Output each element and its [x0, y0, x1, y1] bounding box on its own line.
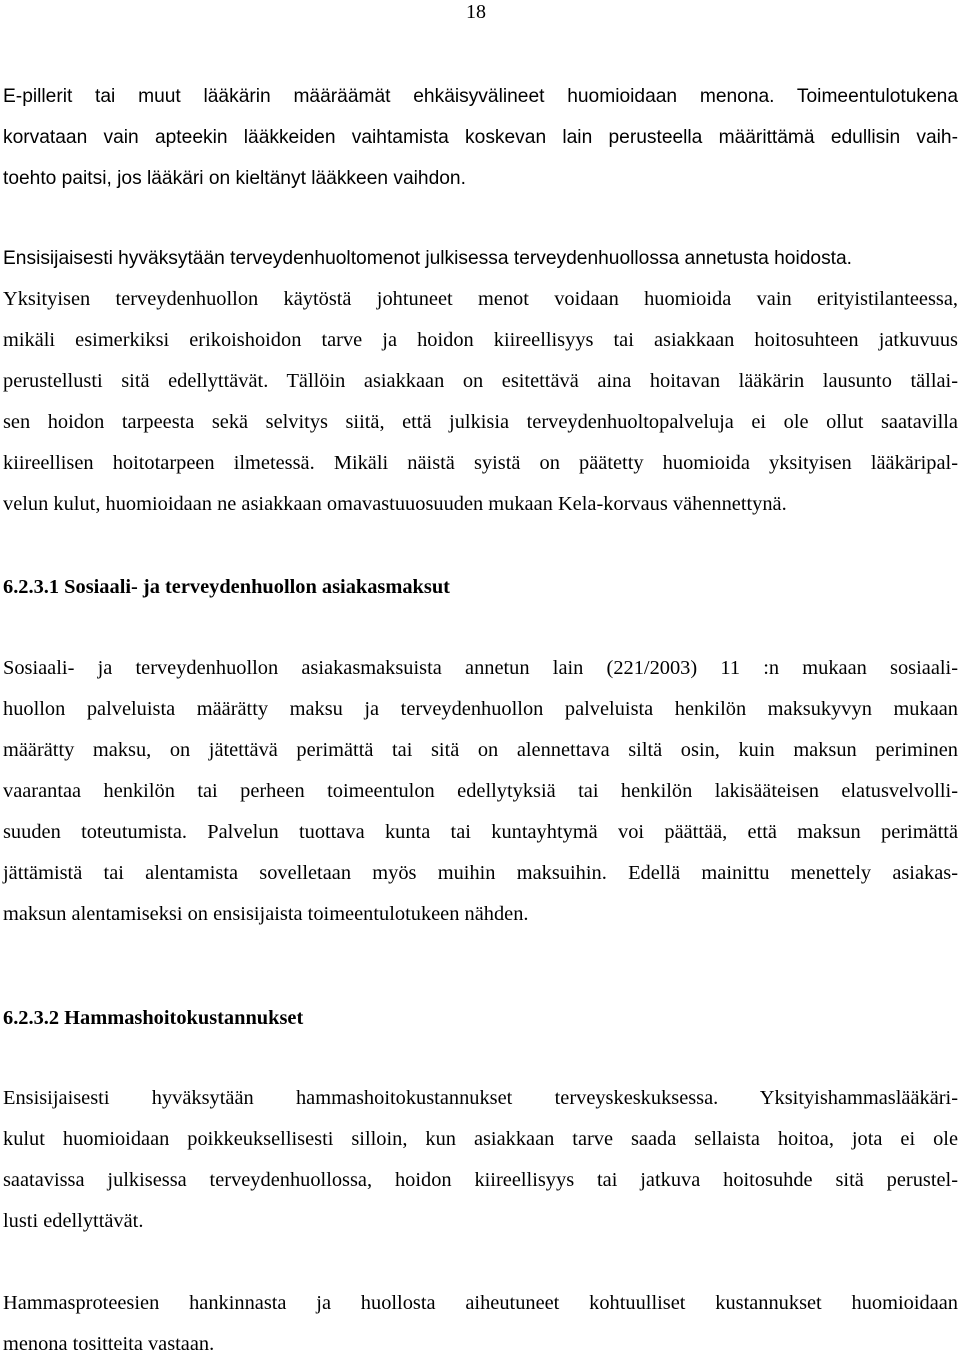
text-line: vaarantaa henkilön tai perheen toimeentulon edellytyksiä tai henkilön lakisääteisen elatusvelvolli-: [3, 780, 958, 802]
section-heading-dental-costs: 6.2.3.2 Hammashoitokustannukset: [3, 1007, 304, 1029]
text-line: Ensisijaisesti hyväksytään terveydenhuoltomenot julkisessa terveydenhuollossa annetusta hoidosta.: [3, 248, 853, 269]
paragraph-public-healthcare: [3, 238, 852, 279]
text-line: jättämistä tai alentamista sovelletaan myös muihin maksuihin. Edellä mainittu menettely asiakas-: [3, 862, 958, 884]
section-heading-client-fees: 6.2.3.1 Sosiaali- ja terveydenhuollon asiakasmaksut: [3, 576, 450, 598]
text-line: Ensisijaisesti hyväksytään hammashoitokustannukset terveyskeskuksessa. Yksityishammaslääkäri-: [3, 1087, 958, 1109]
text-line: lusti edellyttävät.: [3, 1210, 144, 1232]
text-line: Hammasproteesien hankinnasta ja huollosta aiheutuneet kohtuulliset kustannukset huomioidaan: [3, 1292, 958, 1314]
paragraph-contraceptives: [3, 76, 958, 199]
text-line: sen hoidon tarpeesta sekä selvitys siitä, että julkisia terveydenhuoltopalveluja ei ole ollut saatavilla: [3, 411, 958, 433]
text-line: Yksityisen terveydenhuollon käytöstä johtuneet menot voidaan huomioida vain erityistilanteessa,: [3, 288, 958, 310]
text-line: korvataan vain apteekin lääkkeiden vaihtamista koskevan lain perusteella määrittämä edullisin vaih-: [3, 127, 958, 148]
text-line: toehto paitsi, jos lääkäri on kieltänyt lääkkeen vaihdon.: [3, 168, 466, 189]
text-line: saatavissa julkisessa terveydenhuollossa, hoidon kiireellisyys tai jatkuva hoitosuhde sitä perustel-: [3, 1169, 958, 1191]
text-line: määrätty maksu, on jätettävä perimättä tai sitä on alennettava siltä osin, kuin maksun periminen: [3, 739, 958, 761]
text-line: huollon palveluista määrätty maksu ja terveydenhuollon palveluista henkilön maksukyvyn mukaan: [3, 698, 958, 720]
text-line: kiireellisen hoitotarpeen ilmetessä. Mikäli näistä syistä on päätetty huomioida yksityisen lääkäripal-: [3, 452, 958, 474]
text-line: mikäli esimerkiksi erikoishoidon tarve ja hoidon kiireellisyys tai asiakkaan hoitosuhteen jatkuvuus: [3, 329, 958, 351]
text-line: maksun alentamiseksi on ensisijaista toimeentulotukeen nähden.: [3, 903, 529, 925]
text-line: perustellusti sitä edellyttävät. Tällöin asiakkaan on esitettävä aina hoitavan lääkärin lausunto tällai-: [3, 370, 958, 392]
text-line: velun kulut, huomioidaan ne asiakkaan omavastuuosuuden mukaan Kela-korvaus vähennettynä.: [3, 493, 787, 515]
text-line: E-pillerit tai muut lääkärin määräämät ehkäisyvälineet huomioidaan menona. Toimeentulotukena: [3, 86, 958, 107]
text-line: kulut huomioidaan poikkeuksellisesti silloin, kun asiakkaan tarve saada sellaista hoitoa, jota ei ole: [3, 1128, 958, 1150]
paragraph-private-healthcare: [3, 279, 958, 525]
page-number: 18: [466, 1, 486, 23]
paragraph-client-fees: [3, 648, 958, 935]
text-line: suuden toteutumista. Palvelun tuottava kunta tai kuntayhtymä voi päättää, että maksun perimättä: [3, 821, 958, 843]
text-line: Sosiaali- ja terveydenhuollon asiakasmaksuista annetun lain (221/2003) 11 :n mukaan sosiaali-: [3, 657, 958, 679]
paragraph-dental-costs: [3, 1078, 958, 1242]
text-line: menona tositteita vastaan.: [3, 1333, 215, 1355]
paragraph-dentures: [3, 1283, 958, 1365]
